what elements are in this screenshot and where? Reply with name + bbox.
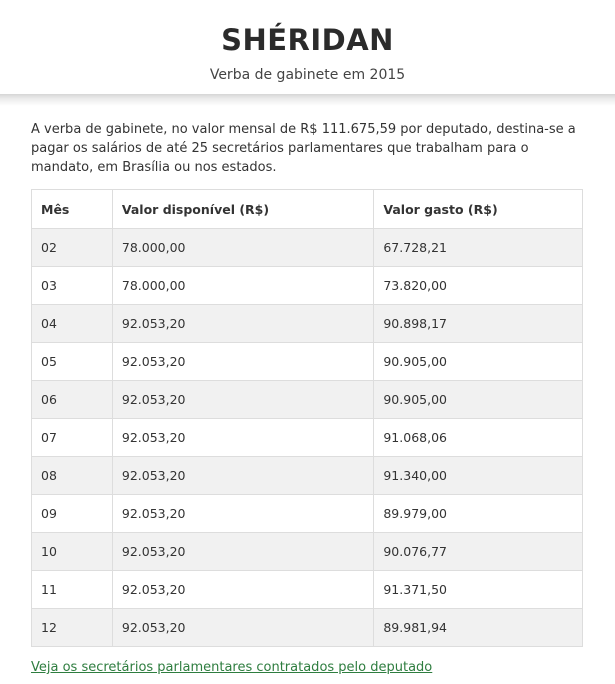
table-row (32, 495, 583, 533)
cell-month: 08 (32, 457, 113, 495)
table-header-row (32, 190, 583, 229)
table-row (32, 533, 583, 571)
cell-spent: 91.371,50 (374, 571, 583, 609)
cell-month: 03 (32, 267, 113, 305)
table-row (32, 229, 583, 267)
cell-available: 92.053,20 (112, 457, 373, 495)
cell-spent: 91.068,06 (374, 419, 583, 457)
cell-month: 05 (32, 343, 113, 381)
cell-spent: 90.905,00 (374, 343, 583, 381)
page-header (0, 0, 615, 96)
column-header-spent: Valor gasto (R$) (374, 190, 583, 229)
secretaries-link[interactable]: Veja os secretários parlamentares contratados pelo deputado (31, 660, 433, 675)
table-row (32, 381, 583, 419)
cell-available: 92.053,20 (112, 533, 373, 571)
cell-spent: 67.728,21 (374, 229, 583, 267)
table-row (32, 457, 583, 495)
cell-available: 92.053,20 (112, 609, 373, 647)
cell-spent: 90.905,00 (374, 381, 583, 419)
cell-available: 92.053,20 (112, 343, 373, 381)
cell-available: 78.000,00 (112, 267, 373, 305)
cell-spent: 89.979,00 (374, 495, 583, 533)
cell-month: 12 (32, 609, 113, 647)
table-row (32, 305, 583, 343)
cell-month: 07 (32, 419, 113, 457)
cell-spent: 90.076,77 (374, 533, 583, 571)
cell-available: 92.053,20 (112, 381, 373, 419)
page-subtitle: Verba de gabinete em 2015 (209, 67, 406, 83)
cell-available: 78.000,00 (112, 229, 373, 267)
table-body (32, 229, 583, 647)
cell-month: 11 (32, 571, 113, 609)
column-header-available: Valor disponível (R$) (112, 190, 373, 229)
cell-month: 09 (32, 495, 113, 533)
table-row (32, 343, 583, 381)
cell-month: 06 (32, 381, 113, 419)
cell-spent: 73.820,00 (374, 267, 583, 305)
cell-available: 92.053,20 (112, 571, 373, 609)
table-row (32, 571, 583, 609)
table-row (32, 267, 583, 305)
budget-table (31, 189, 583, 647)
cell-spent: 89.981,94 (374, 609, 583, 647)
cell-available: 92.053,20 (112, 305, 373, 343)
cell-spent: 91.340,00 (374, 457, 583, 495)
cell-month: 02 (32, 229, 113, 267)
table-row (32, 419, 583, 457)
intro-paragraph: A verba de gabinete, no valor mensal de R$ 111.675,59 por deputado, destina-se a pagar os salários de até 25 secretários parlamentares que trabalham para o mandato, em Brasília ou nos estados. (31, 122, 576, 175)
cell-month: 04 (32, 305, 113, 343)
table-row (32, 609, 583, 647)
cell-spent: 90.898,17 (374, 305, 583, 343)
cell-month: 10 (32, 533, 113, 571)
cell-available: 92.053,20 (112, 495, 373, 533)
page-title: SHÉRIDAN (221, 23, 394, 57)
cell-available: 92.053,20 (112, 419, 373, 457)
header-divider (0, 94, 615, 106)
column-header-month: Mês (32, 190, 113, 229)
